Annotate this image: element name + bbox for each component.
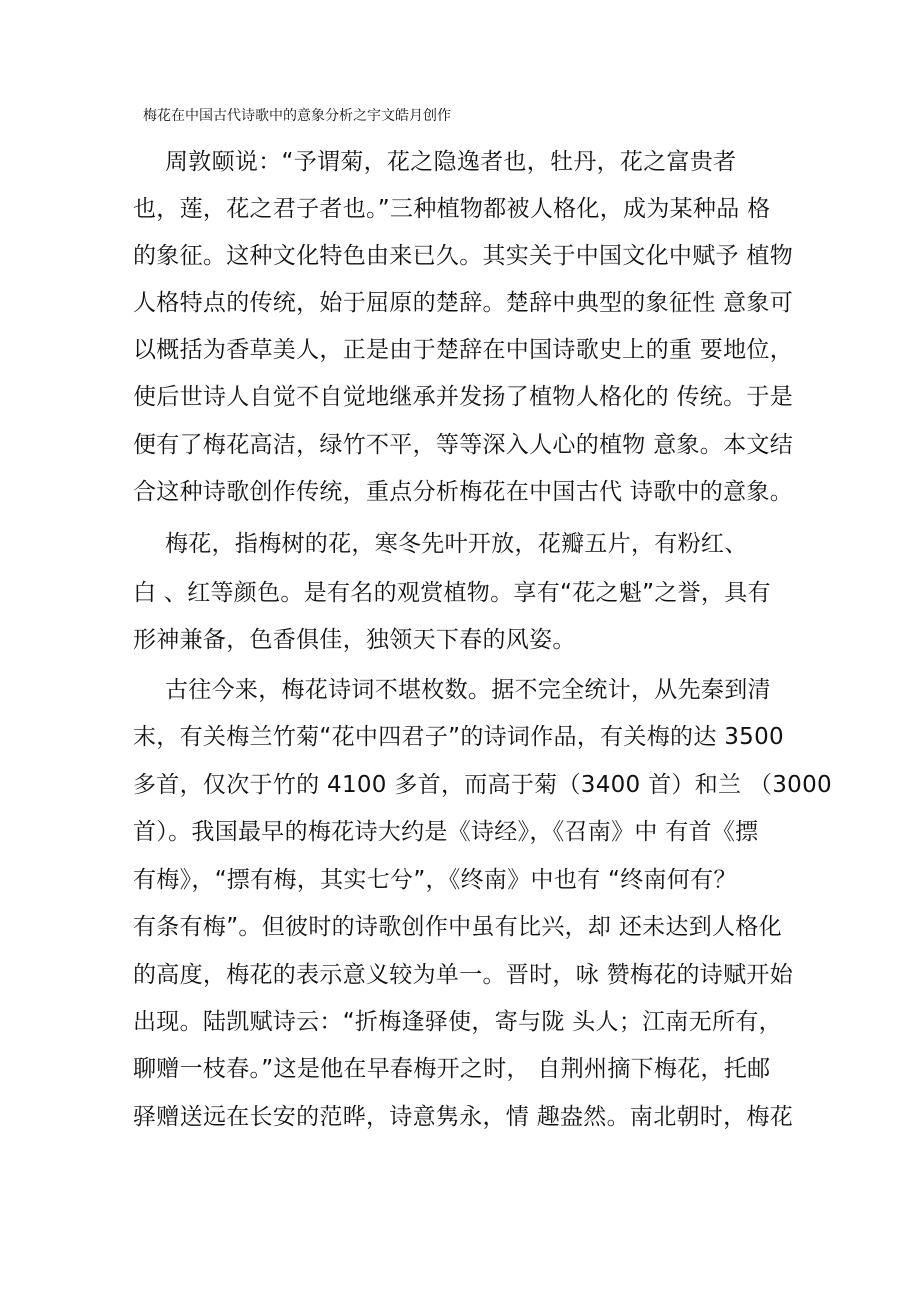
paragraph-line: 的高度，梅花的表示意义较为单一。晋时，咏 赞梅花的诗赋开始: [133, 962, 794, 988]
paragraph-line: 人格特点的传统，始于屈原的楚辞。楚辞中典型的象征性 意象可: [133, 290, 794, 316]
paragraph-line: 使后世诗人自觉不自觉地继承并发扬了植物人格化的 传统。于是: [133, 384, 794, 410]
paragraph-line: 也，莲，花之君子者也。”三种植物都被人格化，成为某种品 格: [133, 196, 771, 222]
paragraph-line: 有梅》，“摽有梅，其实七兮”，《终南》中也有 “终南何有？: [133, 867, 737, 893]
paragraph-line: 合这种诗歌创作传统，重点分析梅花在中国古代 诗歌中的意象。: [133, 479, 794, 505]
paragraph-line: 多首，仅次于竹的 4100 多首，而高于菊（3400 首）和兰 （3000: [133, 772, 832, 798]
paragraph-line: 以概括为香草美人，正是由于楚辞在中国诗歌史上的重 要地位，: [133, 337, 794, 363]
paragraph-line: 梅花，指梅树的花，寒冬先叶开放，花瓣五片，有粉红、: [165, 531, 748, 557]
paragraph-line: 聊赠一枝春。”这是他在早春梅开之时， 自荆州摘下梅花，托邮: [133, 1056, 771, 1082]
paragraph-line: 周敦颐说：“予谓菊，花之隐逸者也，牡丹，花之富贵者: [165, 149, 737, 175]
paragraph-line: 末，有关梅兰竹菊“花中四君子”的诗词作品，有关梅的达 3500: [133, 724, 784, 750]
paragraph-line: 便有了梅花高洁，绿竹不平，等等深入人心的植物 意象。本文结: [133, 432, 794, 458]
document-title: 梅花在中国古代诗歌中的意象分析之宇文皓月创作: [143, 108, 451, 124]
paragraph-line: 古往今来，梅花诗词不堪枚数。据不完全统计，从先秦到清: [165, 677, 771, 703]
paragraph-line: 形神兼备，色香俱佳，独领天下春的风姿。: [133, 627, 576, 653]
paragraph-line: 的象征。这种文化特色由来已久。其实关于中国文化中赋予 植物: [133, 243, 794, 269]
paragraph-line: 首）。我国最早的梅花诗大约是《诗经》，《召南》中 有首《摽: [133, 819, 759, 845]
paragraph-line: 白 、红等颜色。是有名的观赏植物。享有“花之魁”之誉，具有: [133, 580, 771, 606]
paragraph-line: 驿赠送远在长安的范晔，诗意隽永，情 趣盎然。南北朝时，梅花: [133, 1104, 794, 1130]
paragraph-line: 出现。陆凯赋诗云：“折梅逢驿使，寄与陇 头人；江南无所有，: [133, 1009, 782, 1035]
paragraph-line: 有条有梅”。但彼时的诗歌创作中虽有比兴，却 还未达到人格化: [133, 914, 782, 940]
